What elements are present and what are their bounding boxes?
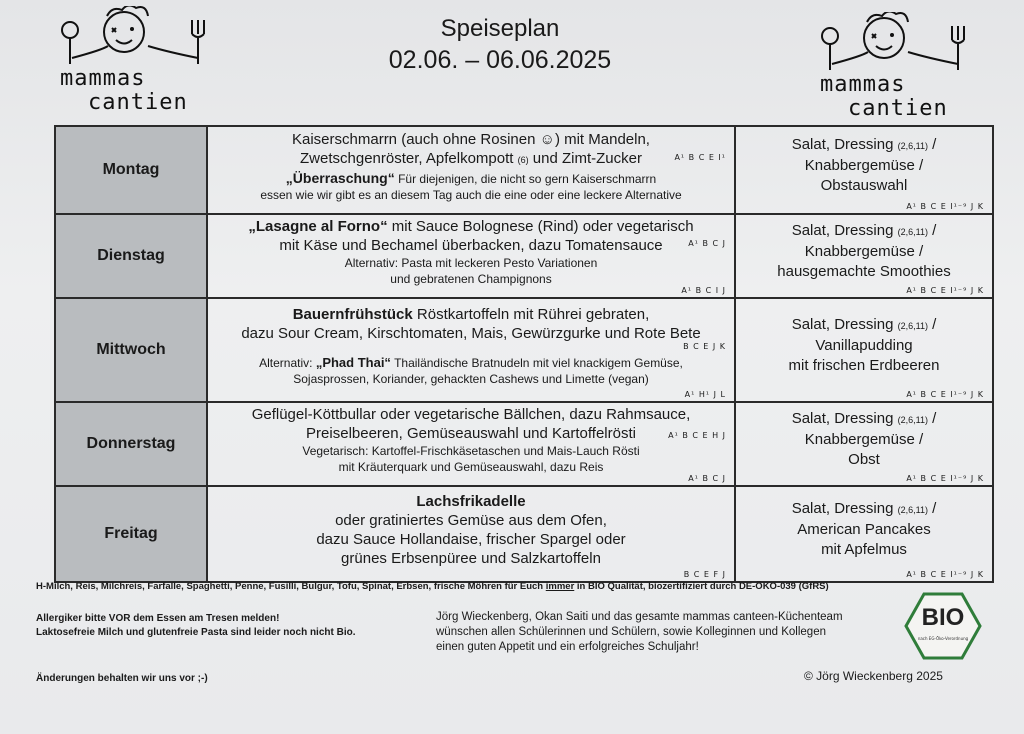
side-text: Knabbergemüse / (804, 242, 924, 260)
surprise-text-2: essen wie wir gibt es an diesem Tag auch die eine oder eine leckere Alternative (260, 187, 682, 202)
day-label: Dienstag (55, 214, 207, 298)
main-dish-cell (207, 214, 735, 298)
logo-text-mammas: mammas (820, 72, 906, 97)
logo-text-mammas: mammas (60, 66, 146, 91)
allergen-codes: A¹ B C I J (681, 286, 726, 295)
dish-text: Preiselbeeren, Gemüseauswahl und Kartoffelrösti (306, 425, 636, 442)
dish-text: „Lasagne al Forno“ mit Sauce Bolognese (Rind) oder vegetarisch (248, 218, 694, 235)
bio-label: BIO (921, 604, 965, 631)
allergen-codes: A¹ B C J (688, 239, 726, 248)
side-dish-cell (735, 126, 993, 214)
date-range: 02.06. – 06.06.2025 (388, 46, 612, 74)
allergen-codes: A¹ B C E I¹ (674, 153, 726, 162)
allergen-codes: A¹ B C E I¹⁻⁹ J K (906, 570, 984, 579)
greeting-text: Jörg Wieckenberg, Okan Saiti und das gesamte mammas canteen-Küchenteam wünschen allen Schülerinnen und Schülern, sowie Kolleginnen und Kollegen einen guten Appetit und ein erfolgreiches Schuljahr! (436, 611, 843, 653)
dish-text: Geflügel-Köttbullar oder vegetarische Bällchen, dazu Rahmsauce, (251, 406, 691, 423)
dish-text: Bauernfrühstück Röstkartoffeln mit Rührei gebraten, (292, 306, 650, 323)
logo-text-cantien: cantien (88, 90, 188, 115)
alternative-text: Vegetarisch: Kartoffel-Frischkäsetaschen und Mais-Lauch Rösti (302, 444, 640, 458)
mammas-canteen-logo-left (52, 6, 232, 121)
main-dish-cell (207, 126, 735, 214)
side-text: mit frischen Erdbeeren (788, 356, 940, 374)
bio-sub-label: nach EG-Öko-Verordnung (917, 636, 969, 641)
title-block (300, 14, 700, 76)
side-dish-cell (735, 486, 993, 582)
side-text: Obst (848, 450, 880, 468)
menu-table (54, 125, 994, 583)
allergen-codes: A¹ B C E I¹⁻⁹ J K (906, 474, 984, 483)
side-text: Salat, Dressing (2,6,11) / (791, 221, 937, 239)
side-text: Knabbergemüse / (804, 156, 924, 174)
side-text: Vanillapudding (815, 336, 913, 354)
bio-seal (904, 592, 982, 660)
dish-text: Kaiserschmarrn (auch ohne Rosinen ☺) mit Mandeln, (292, 130, 650, 148)
side-text: Obstauswahl (820, 176, 908, 194)
bio-footnote: H-Milch, Reis, Milchreis, Farfalle, Spaghetti, Penne, Fusilli, Bulgur, Tofu, Spinat, Erbsen, frische Möhren für Euch immer in BIO Qualität, biozertifiziert durch DE-ÖKO-039 (GfRS) (36, 581, 829, 592)
dish-text: mit Käse und Bechamel überbacken, dazu Tomatensauce (279, 237, 663, 254)
side-dish-cell (735, 298, 993, 402)
copyright: © Jörg Wieckenberg 2025 (804, 669, 943, 683)
side-text: Salat, Dressing (2,6,11) / (791, 135, 937, 153)
dish-text: grünes Erbsenpüree und Salzkartoffeln (341, 550, 601, 567)
allergen-codes: A¹ B C E I¹⁻⁹ J K (906, 202, 984, 211)
table-row (55, 214, 993, 298)
dish-text: Zwetschgenröster, Apfelkompott (6) und Zimt-Zucker (300, 149, 642, 167)
allergen-codes: A¹ H¹ J L (684, 390, 726, 399)
dish-text: dazu Sour Cream, Kirschtomaten, Mais, Gewürzgurke und Rote Bete (241, 325, 701, 342)
table-row (55, 402, 993, 486)
day-label: Montag (55, 126, 207, 214)
day-label: Freitag (55, 486, 207, 582)
main-dish-cell (207, 486, 735, 582)
allergen-codes: A¹ B C J (688, 474, 726, 483)
dish-title: Lachsfrikadelle (416, 493, 526, 510)
dish-text: oder gratiniertes Gemüse aus dem Ofen, (335, 512, 607, 529)
side-text: Salat, Dressing (2,6,11) / (791, 499, 937, 517)
alternative-text: Alternativ: „Phad Thai“ Thailändische Bratnudeln mit viel knackigem Gemüse, (259, 355, 683, 370)
footnote-emphasis: immer (545, 581, 575, 592)
alternative-text: Sojasprossen, Koriander, gehackten Cashews und Limette (vegan) (293, 372, 649, 386)
side-text: mit Apfelmus (821, 540, 907, 558)
mammas-canteen-logo-right (812, 12, 992, 127)
changes-note: Änderungen behalten wir uns vor ;-) (36, 673, 208, 684)
alternative-text: und gebratenen Champignons (390, 272, 552, 286)
allergen-codes: A¹ B C E I¹⁻⁹ J K (906, 390, 984, 399)
day-label: Donnerstag (55, 402, 207, 486)
surprise-text: „Überraschung“ Für diejenigen, die nicht so gern Kaiserschmarrn (285, 169, 657, 186)
page-title: Speiseplan (440, 15, 560, 42)
logo-text-cantien: cantien (848, 96, 948, 121)
side-text: Knabbergemüse / (804, 430, 924, 448)
main-dish-cell (207, 402, 735, 486)
table-row (55, 126, 993, 214)
allergen-codes: A¹ B C E H J (668, 431, 726, 440)
alternative-text: mit Kräuterquark und Gemüseauswahl, dazu Reis (338, 460, 604, 474)
allergen-codes: B C E F J (683, 570, 726, 579)
main-dish-cell (207, 298, 735, 402)
table-row (55, 486, 993, 582)
day-label: Mittwoch (55, 298, 207, 402)
side-text: Salat, Dressing (2,6,11) / (791, 409, 937, 427)
side-text: Salat, Dressing (2,6,11) / (791, 315, 937, 333)
side-text: hausgemachte Smoothies (777, 262, 951, 280)
table-row (55, 298, 993, 402)
allergen-codes: B C E J K (683, 342, 726, 351)
side-dish-cell (735, 402, 993, 486)
side-dish-cell (735, 214, 993, 298)
side-text: American Pancakes (797, 520, 931, 538)
allergen-codes: A¹ B C E I¹⁻⁹ J K (906, 286, 984, 295)
dish-text: dazu Sauce Hollandaise, frischer Spargel oder (316, 531, 626, 548)
alternative-text: Alternativ: Pasta mit leckeren Pesto Variationen (344, 256, 598, 270)
allergy-note: Allergiker bitte VOR dem Essen am Tresen melden! Laktosefreie Milch und glutenfreie Pasta sind leider noch nicht Bio. (36, 613, 356, 638)
